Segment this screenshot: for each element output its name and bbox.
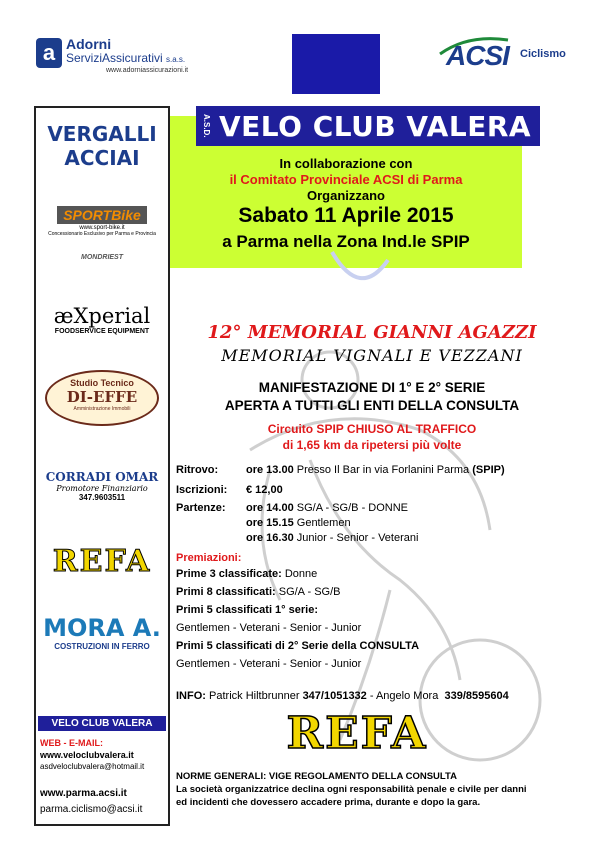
title-bar [196, 106, 540, 146]
sportbike-desc: Concessionario Esclusivo per Parma e Provincia [48, 231, 156, 237]
info-label: INFO: [176, 690, 206, 702]
adorni-sub-text: ServiziAssicurativi [66, 51, 163, 65]
iscrizioni-label: Iscrizioni: [176, 484, 228, 496]
studio-line2: DI-EFFE [66, 388, 138, 406]
acsi-logo [438, 34, 568, 74]
partenza-row [246, 502, 408, 514]
info-person1: Patrick Hiltbrunner [209, 690, 300, 702]
premio-row4-label: Primi 5 classificati di 2° Serie della CONSULTA [176, 640, 420, 652]
partenza-time: ore 16.30 [246, 532, 294, 544]
partenza-cats: Gentlemen [296, 517, 351, 529]
corradi-line1: CORRADI OMAR [45, 470, 159, 484]
blue-rectangle [292, 34, 380, 94]
mora-logo [36, 614, 168, 651]
velo-small-bar: VELO CLUB VALERA [38, 716, 166, 731]
adorni-name: Adorni [66, 36, 112, 52]
sportbike-url: www.sport-bike.it [79, 225, 125, 231]
ritrovo-row [246, 464, 505, 476]
iscrizioni-value: € 12,00 [246, 484, 283, 496]
vergalli-line1: VERGALLI [47, 122, 157, 146]
ritrovo-time: ore 13.00 [246, 464, 294, 476]
partenza-row [246, 532, 418, 544]
adorni-a-icon: a [36, 38, 62, 68]
partenza-cats: SG/A - SG/B - DONNE [296, 502, 409, 514]
axperial-sub: FOODSERVICE EQUIPMENT [54, 328, 150, 335]
decorative-arc [330, 250, 390, 300]
corradi-line2: Promotore Finanziario [56, 484, 148, 493]
studio-line1: Studio Tecnico [70, 378, 134, 388]
premio-row1 [176, 568, 317, 580]
partenza-time: ore 14.00 [246, 502, 294, 514]
studio-logo [36, 370, 168, 426]
axperial-logo [36, 304, 168, 335]
acsi-sub: Ciclismo [520, 48, 566, 60]
info-sep: - Angelo Mora [369, 690, 439, 702]
adorni-sub [66, 51, 185, 65]
circuit-line1: Circuito SPIP CHIUSO AL TRAFFICO [267, 422, 477, 436]
vergalli-logo [36, 122, 168, 170]
intro-line3: Organizzano [306, 188, 385, 203]
premio-value: SG/A - SG/B [278, 586, 341, 598]
email-link-1[interactable]: asdveloclubvalera@hotmail.it [40, 762, 145, 771]
norme-line1: La società organizzatrice declina ogni responsabilità penale e civile per danni [176, 784, 527, 795]
web-link-1[interactable]: www.veloclubvalera.it [40, 750, 134, 760]
sportbike-logo [36, 206, 168, 237]
corradi-line3: 347.9603511 [78, 493, 126, 502]
refa-small-logo: REFA [52, 544, 152, 579]
ritrovo-text: Presso Il Bar in via Forlanini Parma [296, 464, 470, 476]
partenze-label: Partenze: [176, 502, 226, 514]
ritrovo-spip: (SPIP) [472, 464, 505, 476]
premio-label: Primi 8 classificati: [176, 586, 276, 598]
memorial-line1: 12° MEMORIAL GIANNI AGAZZI [207, 322, 537, 343]
premio-row4-value: Gentlemen - Veterani - Senior - Junior [176, 658, 362, 670]
web-link-2[interactable]: www.parma.acsi.it [40, 788, 127, 799]
partenza-row [246, 517, 351, 529]
premiazioni-heading: Premiazioni: [176, 552, 242, 564]
email-link-2[interactable]: parma.ciclismo@acsi.it [40, 804, 143, 815]
partenza-cats: Junior - Senior - Veterani [296, 532, 419, 544]
ritrovo-label: Ritrovo: [176, 464, 219, 476]
event-place: a Parma nella Zona Ind.le SPIP [222, 232, 470, 251]
norme-title: NORME GENERALI: VIGE REGOLAMENTO DELLA CONSULTA [176, 771, 457, 782]
axperial-title: æXperial [53, 304, 151, 328]
web-label: WEB - E-MAIL: [40, 738, 103, 748]
adorni-url: www.adorniassicurazioni.it [106, 67, 189, 74]
mora-line2: COSTRUZIONI IN FERRO [54, 642, 150, 651]
asd-label: A.S.D. [202, 114, 211, 138]
premio-label: Prime 3 classificate: [176, 568, 282, 580]
intro-line2: il Comitato Provinciale ACSI di Parma [229, 172, 463, 187]
adorni-logo [36, 36, 206, 78]
event-line1: MANIFESTAZIONE DI 1° E 2° SERIE [258, 380, 486, 395]
mondriest-logo: MONDRIEST [81, 254, 123, 261]
event-line2: APERTA A TUTTI GLI ENTI DELLA CONSULTA [224, 398, 520, 413]
premio-row2 [176, 586, 340, 598]
mora-line1: MORA A. [43, 614, 161, 642]
premio-row3-value: Gentlemen - Veterani - Senior - Junior [176, 622, 362, 634]
info-phone2: 339/8595604 [444, 690, 509, 702]
club-title: VELO CLUB VALERA [219, 109, 532, 143]
vergalli-line2: ACCIAI [64, 146, 140, 170]
norme-line2: ed incidenti che dovessero accadere prima, durante e dopo la gara. [176, 797, 481, 808]
studio-oval [45, 370, 159, 426]
circuit-line2: di 1,65 km da ripetersi più volte [282, 438, 462, 452]
sportbike-title: SPORTBike [57, 206, 147, 224]
corradi-logo [36, 470, 168, 502]
acsi-text: ACSI [446, 40, 509, 71]
studio-line3: Amministrazione Immobili [73, 406, 131, 412]
info-phone1: 347/1051332 [302, 690, 367, 702]
event-date: Sabato 11 Aprile 2015 [238, 204, 454, 227]
sponsor-sidebar [34, 106, 170, 826]
partenza-time: ore 15.15 [246, 517, 294, 529]
premio-row3-label: Primi 5 classificati 1° serie: [176, 604, 318, 616]
adorni-suffix: s.a.s. [166, 55, 186, 64]
intro-line1: In collaborazione con [279, 156, 413, 171]
memorial-line2: MEMORIAL VIGNALI E VEZZANI [221, 346, 523, 365]
refa-big-logo: REFA [286, 708, 428, 759]
info-row [176, 690, 509, 702]
premio-value: Donne [284, 568, 318, 580]
